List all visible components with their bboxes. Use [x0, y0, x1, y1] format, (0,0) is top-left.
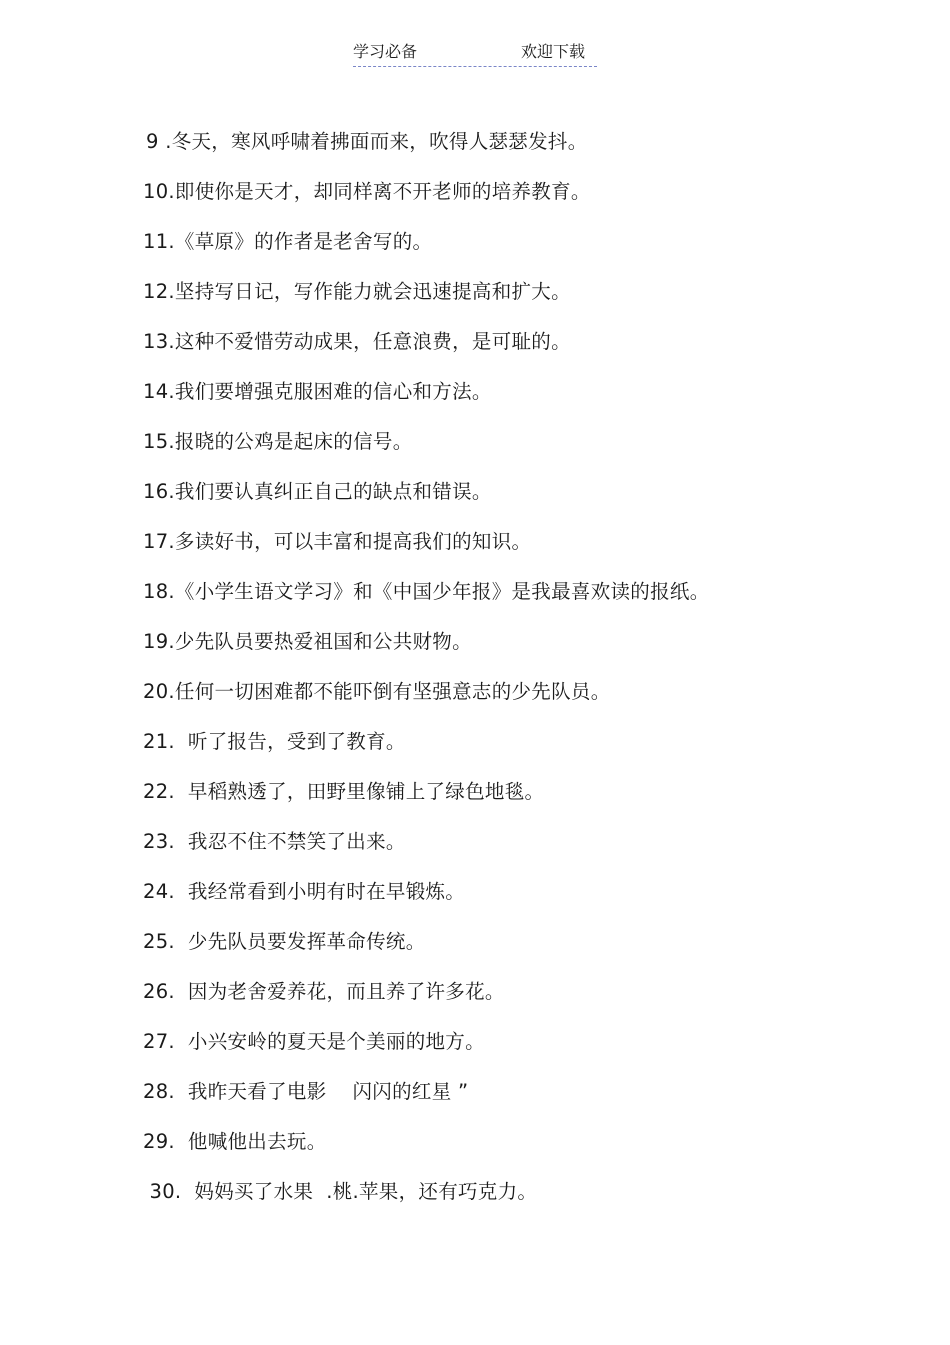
- sentence-item: 28. 我昨天看了电影 闪闪的红星 ”: [143, 1080, 469, 1103]
- sentence-item: 11.《草原》的作者是老舍写的。: [143, 230, 433, 253]
- sentence-item: 14.我们要增强克服困难的信心和方法。: [143, 380, 492, 403]
- sentence-item: 16.我们要认真纠正自己的缺点和错误。: [143, 480, 492, 503]
- sentence-item: 23. 我忍不住不禁笑了出来。: [143, 830, 406, 853]
- sentence-item: 12.坚持写日记，写作能力就会迅速提高和扩大。: [143, 280, 571, 303]
- sentence-item: 24. 我经常看到小明有时在早锻炼。: [143, 880, 466, 903]
- sentence-item: 13.这种不爱惜劳动成果，任意浪费，是可耻的。: [143, 330, 571, 353]
- sentence-item: 17.多读好书，可以丰富和提高我们的知识。: [143, 530, 532, 553]
- sentence-item: 21. 听了报告，受到了教育。: [143, 730, 406, 753]
- sentence-item: 30. 妈妈买了水果 .桃.苹果，还有巧克力。: [143, 1180, 538, 1203]
- sentence-item: 26. 因为老舍爱养花，而且养了许多花。: [143, 980, 505, 1003]
- sentence-item: 19.少先队员要热爱祖国和公共财物。: [143, 630, 472, 653]
- sentence-item: 15.报晓的公鸡是起床的信号。: [143, 430, 413, 453]
- sentence-item: 18.《小学生语文学习》和《中国少年报》是我最喜欢读的报纸。: [143, 580, 710, 603]
- sentence-item: 27. 小兴安岭的夏天是个美丽的地方。: [143, 1030, 485, 1053]
- sentence-item: 10.即使你是天才，却同样离不开老师的培养教育。: [143, 180, 591, 203]
- header-left-text: 学习必备: [353, 42, 418, 61]
- header-right-text: 欢迎下载: [521, 42, 586, 61]
- sentence-item: 20.任何一切困难都不能吓倒有坚强意志的少先队员。: [143, 680, 611, 703]
- sentence-item: 25. 少先队员要发挥革命传统。: [143, 930, 426, 953]
- sentence-item: 9 .冬天，寒风呼啸着拂面而来，吹得人瑟瑟发抖。: [146, 130, 588, 153]
- sentence-item: 29. 他喊他出去玩。: [143, 1130, 327, 1153]
- sentence-item: 22. 早稻熟透了，田野里像铺上了绿色地毯。: [143, 780, 545, 803]
